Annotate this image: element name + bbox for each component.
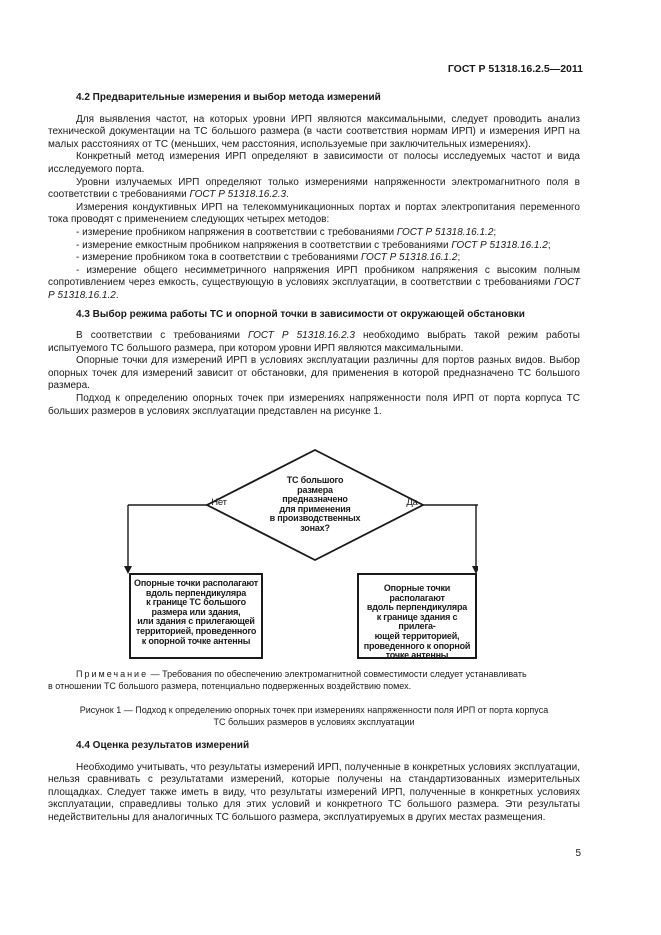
standard-header: ГОСТ Р 51318.16.2.5—2011: [447, 63, 583, 75]
decision-question: ТС большого размера предназначено для применения в производственных зонах?: [269, 475, 361, 533]
list-item: - измерение пробником напряжения в соответствии с требованиями ГОСТ Р 51318.16.1.2;: [76, 226, 497, 238]
paragraph: Измерения кондуктивных ИРП на телекоммуникационных портах и портах электропитания переменного тока проводят с применением следующих четырех методов:: [48, 201, 580, 226]
standard-reference: ГОСТ Р 51318.16.1.2: [48, 277, 580, 301]
right-box-text: Опорные точки располагают вдоль перпендикуляра к границе здания с прилега- ющей территорией, проведенного к опорной точке антенны: [363, 583, 471, 661]
section-4-2-title: 4.2 Предварительные измерения и выбор метода измерений: [76, 92, 381, 103]
figure-note: Примечание — Требования по обеспечению электромагнитной совместимости следует устанавливать в отношении ТС большого размера, потенциально подверженных воздействию помех.: [48, 669, 527, 691]
arrow-head: [472, 566, 478, 574]
arrow-head: [124, 566, 132, 574]
section-4-3-title: 4.3 Выбор режима работы ТС и опорной точки в зависимости от окружающей обстановки: [76, 308, 525, 320]
standard-reference: ГОСТ Р 51318.16.1.2: [451, 239, 548, 251]
section-4-4: [48, 740, 580, 825]
sections-4-2-4-3: [48, 92, 580, 418]
paragraph: Необходимо учитывать, что результаты измерений ИРП, полученные в конкретных условиях эксплуатации, нельзя сравнивать с результатами измерений, которые получены на стандартизованных измерительных площадках. Следует также иметь в виду, что результаты измерений ИРП, полученные в конкретных условиях эксплуатации, справедливы только для этих условий и конкретного ТС большого размера. Эти результаты недействительны для аналогичных ТС большого размера, эксплуатируемых в других местах размещения.: [48, 761, 580, 823]
list-item: - измерение общего несимметричного напряжения ИРП пробником напряжения с высоким полным сопротивлением через емкость, существующую в условиях эксплуатации, в соответствии с требованиями ГОСТ Р 51318.16.1.2.: [48, 264, 580, 301]
figure-caption: Рисунок 1 — Подход к определению опорных точек при измерениях напряженности поля ИРП от порта корпуса ТС больших размеров в условиях эксплуатации: [79, 705, 549, 727]
no-label: Нет: [211, 497, 227, 508]
standard-reference: ГОСТ Р 51318.16.2.3: [189, 189, 287, 201]
yes-label: Да: [406, 497, 418, 508]
section-4-4-title: 4.4 Оценка результатов измерений: [76, 740, 250, 751]
list-item: - измерение емкостным пробником напряжения в соответствии с требованиями ГОСТ Р 51318.16.1.2;: [76, 239, 551, 251]
paragraph: Для выявления частот, на которых уровни ИРП являются максимальными, следует проводить анализ технической документации на ТС большого размера (в части соответствия нормам ИРП) и измерения ИРП на малых расстояниях от ТС (меньших, чем расстояния, используемые при заключительных измерениях).: [48, 113, 580, 150]
standard-reference: ГОСТ Р 51318.16.2.3: [247, 330, 355, 342]
paragraph: Опорные точки для измерений ИРП в условиях эксплуатации различны для портов разных видов. Выбор опорных точек для измерений зависит от обстановки, для применения в которой предназначено ТС большого размера.: [48, 355, 580, 392]
paragraph: Уровни излучаемых ИРП определяют только измерениями напряженности электромагнитного поля в соответствии с требованиями ГОСТ Р 51318.16.2.3.: [48, 176, 580, 201]
list-item: - измерение пробником тока в соответствии с требованиями ГОСТ Р 51318.16.1.2;: [76, 252, 461, 264]
page-number: 5: [575, 848, 581, 859]
standard-reference: ГОСТ Р 51318.16.1.2: [396, 226, 494, 238]
note-label: Примечание: [76, 669, 149, 679]
paragraph: Подход к определению опорных точек при измерениях напряженности поля ИРП от порта корпуса ТС больших размеров в условиях эксплуатации представлен на рисунке 1.: [48, 393, 580, 417]
left-box-text: Опорные точки располагают вдоль перпендикуляра к границе ТС большого размера или здания, или здания с прилегающей территорией, проведенного к опорной точке антенны: [134, 578, 258, 646]
flowchart: [118, 446, 478, 666]
paragraph: Конкретный метод измерения ИРП определяют в зависимости от полосы исследуемых частот и вида исследуемого порта.: [48, 151, 580, 175]
standard-reference: ГОСТ Р 51318.16.1.2: [360, 252, 458, 264]
paragraph: В соответствии с требованиями ГОСТ Р 51318.16.2.3 необходимо выбрать такой режим работы испытуемого ТС большого размера, при котором уровни ИРП являются максимальными.: [48, 330, 580, 354]
